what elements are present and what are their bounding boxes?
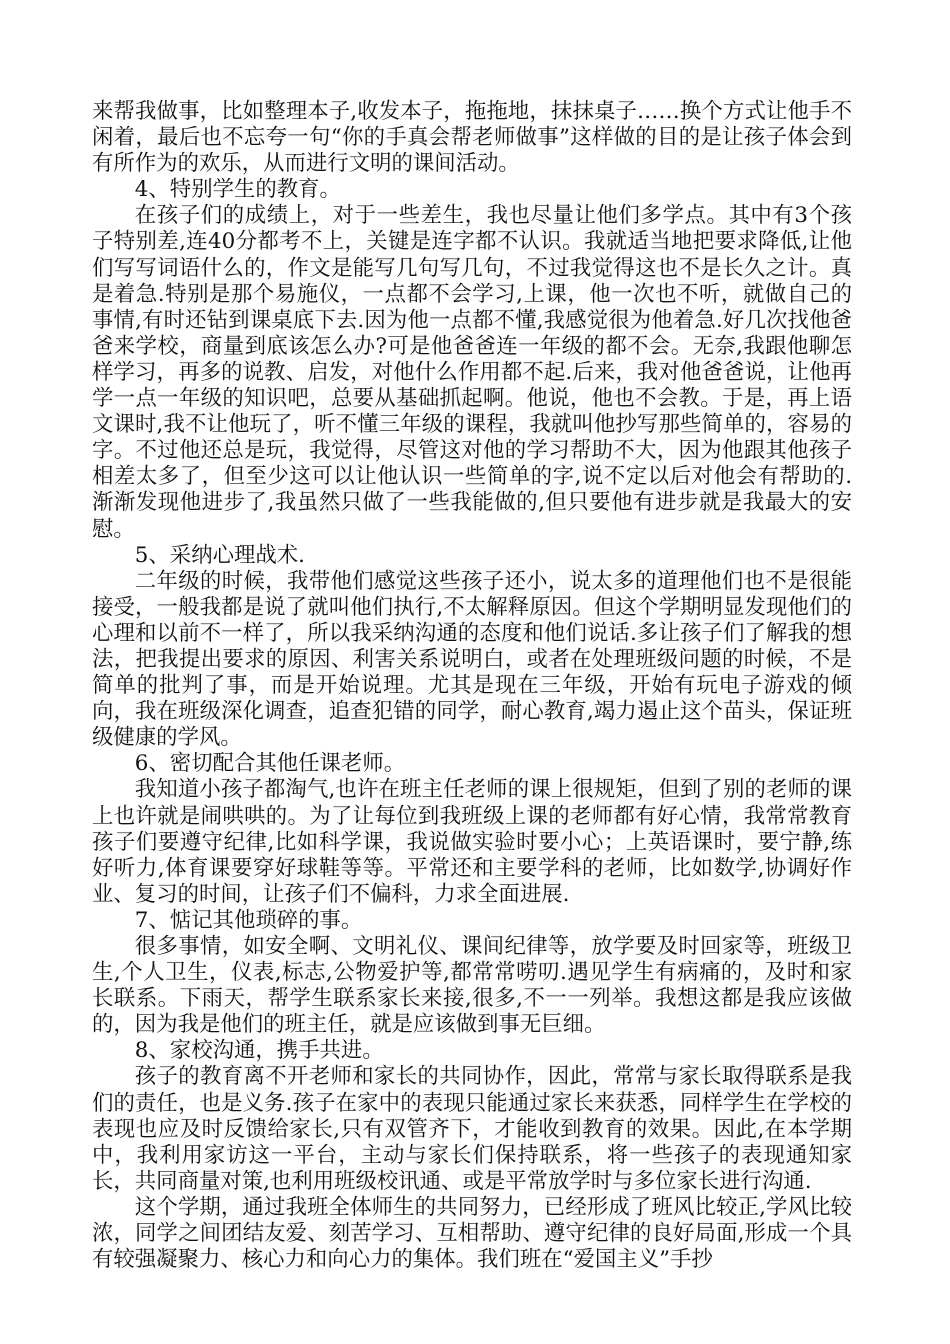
section-heading-4: 4、特别学生的教育。 (134, 177, 341, 203)
paragraph-cooperate-teachers: 我知道小孩子都淘气,也许在班主任老师的课上很规矩，但到了别的老师的课上也许就是闹哄哄的。为了让每位到我班级上课的老师都有好心情，我常常教育孩子们要遵守纪律,比如科学课，我说做实验时要小心；上英语课时，要宁静,练好听力,体育课要穿好球鞋等等。平常还和主要学科的老师，比如数学,协调好作业、复习的时间，让孩子们不偏科，力求全面进展. (92, 777, 852, 907)
section-heading-8: 8、家校沟通，携手共进。 (134, 1038, 384, 1064)
paragraph-semester-summary: 这个学期，通过我班全体师生的共同努力，已经形成了班风比较正,学风比较浓，同学之间团结友爱、刻苦学习、互相帮助、遵守纪律的良好局面,形成一个具有较强凝聚力、核心力和向心力的集体。我们班在“爱国主义”手抄 (92, 1194, 852, 1273)
paragraph-continuation: 来帮我做事，比如整理本子,收发本子，拖拖地，抹抹桌子……换个方式让他手不闲着，最后也不忘夸一句“你的手真会帮老师做事”这样做的目的是让孩子体会到有所作为的欢乐，从而进行文明的课间活动。 (92, 99, 852, 177)
document-body (92, 99, 852, 1273)
section-heading-7: 7、惦记其他琐碎的事。 (134, 907, 363, 933)
paragraph-special-students: 在孩子们的成绩上，对于一些差生，我也尽量让他们多学点。其中有3个孩子特别差,连40分都考不上，关键是连字都不认识。我就适当地把要求降低,让他们写写词语什么的，作文是能写几句写几句，不过我觉得这也不是长久之计。真是着急.特别是那个易施仪，一点都不会学习,上课，他一次也不听，就做自己的事情,有时还钻到课桌底下去.因为他一点都不懂,我感觉很为他着急.好几次找他爸爸来学校，商量到底该怎么办?可是他爸爸连一年级的都不会。无奈,我跟他聊怎样学习，再多的说教、启发，对他什么作用都不起.后来，我对他爸爸说，让他再学一点一年级的知识吧，总要从基础抓起啊。他说，他也不会教。于是，再上语文课时,我不让他玩了，听不懂三年级的课程，我就叫他抄写那些简单的，容易的字。不过他还总是玩，我觉得，尽管这对他的学习帮助不大，因为他跟其他孩子相差太多了，但至少这可以让他认识一些简单的字,说不定以后对他会有帮助的.渐渐发现他进步了,我虽然只做了一些我能做的,但只要他有进步就是我最大的安慰。 (92, 203, 852, 542)
section-heading-6: 6、密切配合其他任课老师。 (134, 751, 406, 777)
paragraph-psychology-tactics: 二年级的时候，我带他们感觉这些孩子还小，说太多的道理他们也不是很能接受，一般我都是说了就叫他们执行,不太解释原因。但这个学期明显发现他们的心理和以前不一样了，所以我采纳沟通的态度和他们说话.多让孩子们了解我的想法，把我提出要求的原因、利害关系说明白，或者在处理班级问题的时候，不是简单的批判了事，而是开始说理。尤其是现在三年级，开始有玩电子游戏的倾向，我在班级深化调查，追查犯错的同学，耐心教育,竭力遏止这个苗头，保证班级健康的学风。 (92, 568, 852, 751)
paragraph-trivial-matters: 很多事情，如安全啊、文明礼仪、课间纪律等，放学要及时回家等，班级卫生,个人卫生，仪表,标志,公物爱护等,都常常唠叨.遇见学生有病痛的，及时和家长联系。下雨天，帮学生联系家长来接,很多,不一一列举。我想这都是我应该做的，因为我是他们的班主任，就是应该做到事无巨细。 (92, 934, 852, 1038)
paragraph-home-school: 孩子的教育离不开老师和家长的共同协作，因此，常常与家长取得联系是我们的责任，也是义务.孩子在家中的表现只能通过家长来获悉，同样学生在学校的表现也应及时反馈给家长,只有双管齐下，才能收到教育的效果。因此,在本学期中，我利用家访这一平台，主动与家长们保持联系，将一些孩子的表现通知家长，共同商量对策,也利用班级校讯通、或是平常放学时与多位家长进行沟通. (92, 1064, 852, 1194)
section-heading-5: 5、采纳心理战术. (134, 542, 305, 568)
